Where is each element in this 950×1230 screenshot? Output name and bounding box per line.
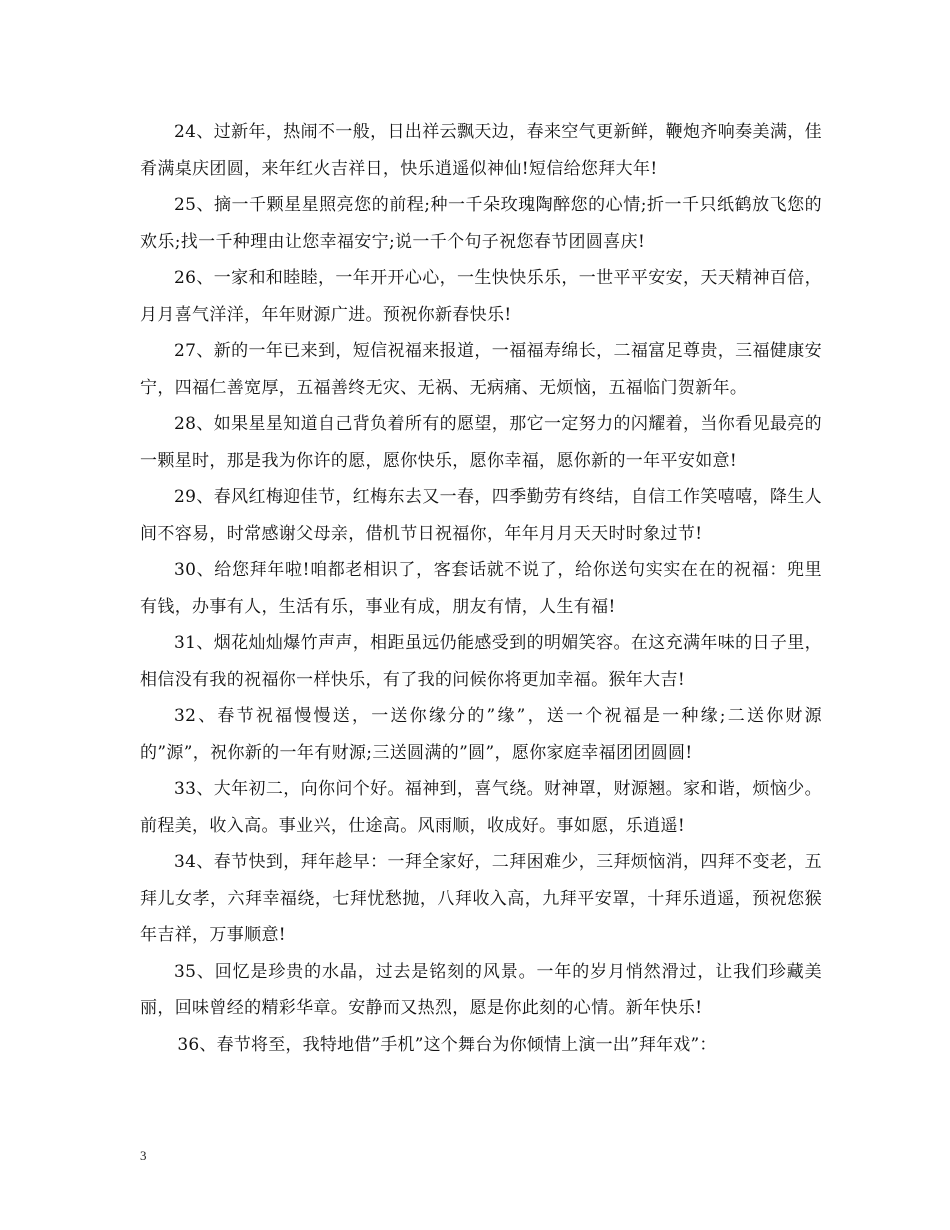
paragraph-26: 26、一家和和睦睦，一年开开心心，一生快快乐乐，一世平平安安，天天精神百倍，月月喜气洋洋，年年财源广进。预祝你新春快乐!	[140, 268, 822, 325]
paragraph-25: 25、摘一千颗星星照亮您的前程;种一千朵玫瑰陶醉您的心情;折一千只纸鹤放飞您的欢乐;找一千种理由让您幸福安宁;说一千个句子祝您春节团圆喜庆!	[140, 195, 822, 252]
document-body	[140, 114, 822, 1063]
paragraph-34: 34、春节快到，拜年趁早：一拜全家好，二拜困难少，三拜烦恼消，四拜不变老，五拜儿女孝，六拜幸福绕，七拜忧愁抛，八拜收入高，九拜平安罩，十拜乐逍遥，预祝您猴年吉祥，万事顺意!	[140, 852, 822, 945]
paragraph-31: 31、烟花灿灿爆竹声声，相距虽远仍能感受到的明媚笑容。在这充满年味的日子里，相信没有我的祝福你一样快乐，有了我的问候你将更加幸福。猴年大吉!	[140, 633, 822, 690]
paragraph-29: 29、春风红梅迎佳节，红梅东去又一春，四季勤劳有终结，自信工作笑嘻嘻，降生人间不容易，时常感谢父母亲，借机节日祝福你，年年月月天天时时象过节!	[140, 487, 822, 544]
page-number: 3	[140, 1148, 147, 1163]
paragraph-27: 27、新的一年已来到，短信祝福来报道，一福福寿绵长，二福富足尊贵，三福健康安宁，四福仁善宽厚，五福善终无灾、无祸、无病痛、无烦恼，五福临门贺新年。	[140, 341, 822, 398]
paragraph-35: 35、回忆是珍贵的水晶，过去是铭刻的风景。一年的岁月悄然滑过，让我们珍藏美丽，回味曾经的精彩华章。安静而又热烈，愿是你此刻的心情。新年快乐!	[140, 961, 822, 1018]
paragraph-32: 32、春节祝福慢慢送，一送你缘分的”缘”，送一个祝福是一种缘;二送你财源的”源”，祝你新的一年有财源;三送圆满的”圆”，愿你家庭幸福团团圆圆!	[140, 706, 822, 763]
paragraph-30: 30、给您拜年啦!咱都老相识了，客套话就不说了，给你送句实实在在的祝福：兜里有钱，办事有人，生活有乐，事业有成，朋友有情，人生有福!	[140, 560, 822, 617]
paragraph-33: 33、大年初二，向你问个好。福神到，喜气绕。财神罩，财源翘。家和谐，烦恼少。前程美，收入高。事业兴，仕途高。风雨顺，收成好。事如愿，乐逍遥!	[140, 779, 822, 836]
paragraph-24: 24、过新年，热闹不一般，日出祥云飘天边，春来空气更新鲜，鞭炮齐响奏美满，佳肴满桌庆团圆，来年红火吉祥日，快乐逍遥似神仙!短信给您拜大年!	[140, 122, 822, 179]
paragraph-28: 28、如果星星知道自己背负着所有的愿望，那它一定努力的闪耀着，当你看见最亮的一颗星时，那是我为你许的愿，愿你快乐，愿你幸福，愿你新的一年平安如意!	[140, 414, 822, 471]
paragraph-36: 36、春节将至，我特地借”手机”这个舞台为你倾情上演一出”拜年戏”：	[177, 1034, 717, 1055]
